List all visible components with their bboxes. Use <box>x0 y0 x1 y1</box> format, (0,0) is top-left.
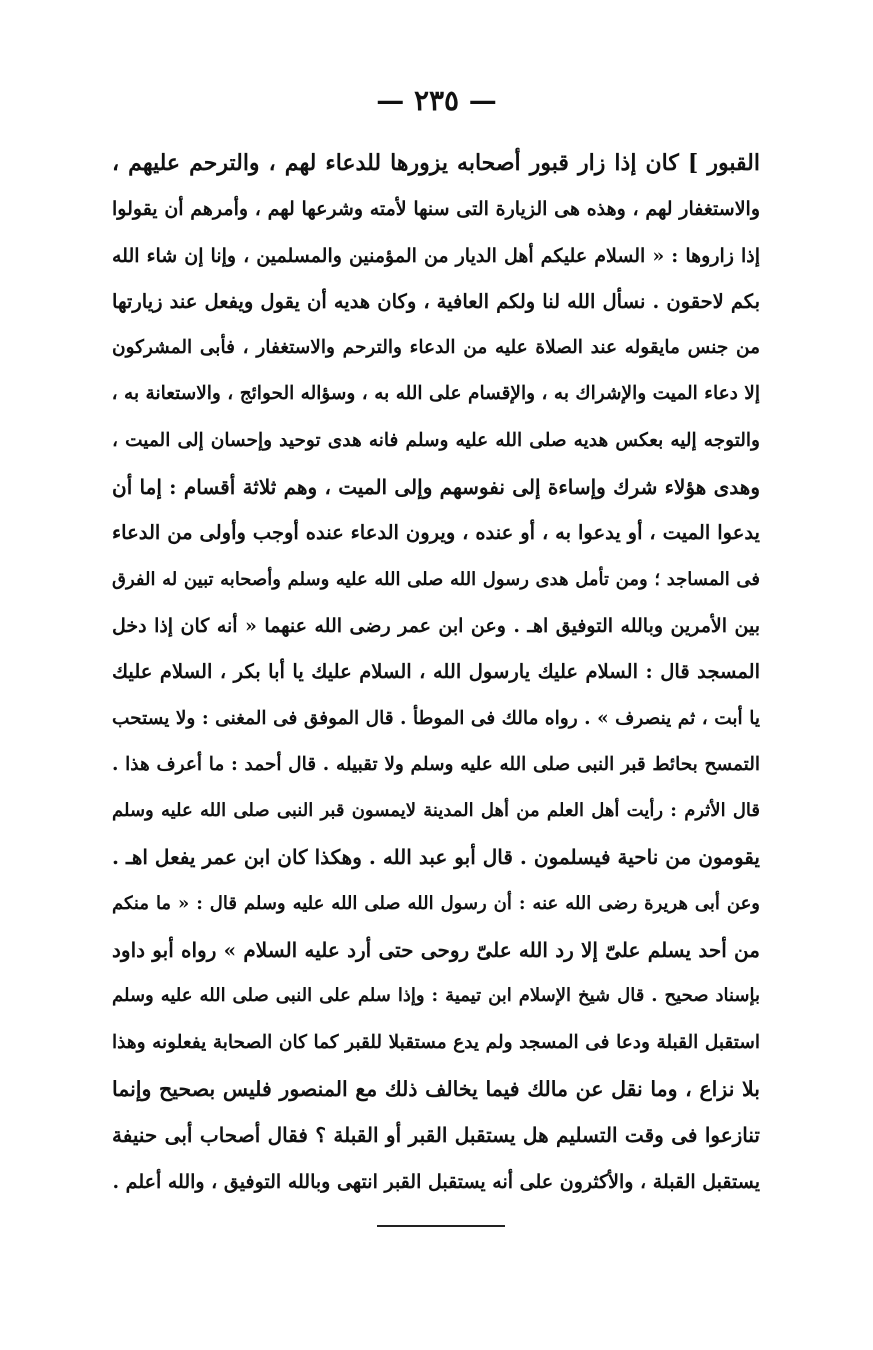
text-line: بين الأمرين وبالله التوفيق اهـ . وعن ابن عمر رضى الله عنهما « أنه كان إذا دخل <box>112 614 760 637</box>
text-line: من جنس مايقوله عند الصلاة عليه من الدعاء والترحم والاستغفار ، فأبى المشركون <box>112 337 760 359</box>
footer-divider <box>377 1225 505 1227</box>
text-line: المسجد قال : السلام عليك يارسول الله ، السلام عليك يا أبا بكر ، السلام عليك <box>112 660 760 684</box>
text-line: وعن أبى هريرة رضى الله عنه : أن رسول الله صلى الله عليه وسلم قال : « ما منكم <box>112 892 760 914</box>
text-line: يا أبت ، ثم ينصرف » . رواه مالك فى الموطأ . قال الموفق فى المغنى : ولا يستحب <box>112 707 760 729</box>
page-number: — ٢٣٥ — <box>376 84 497 117</box>
text-line: بكم لاحقون . نسأل الله لنا ولكم العافية ، وكان هديه أن يقول ويفعل عند زيارتها <box>112 289 760 313</box>
text-line: والتوجه إليه بعكس هديه صلى الله عليه وسلم فانه هدى توحيد وإحسان إلى الميت ، <box>112 429 760 451</box>
text-line: قال الأثرم : رأيت أهل العلم من أهل المدينة لايمسون قبر النبى صلى الله عليه وسلم <box>112 800 760 822</box>
text-line: يستقبل القبلة ، والأكثرون على أنه يستقبل القبر انتهى وبالله التوفيق ، والله أعلم . <box>112 1170 760 1193</box>
text-line: يدعوا الميت ، أو يدعوا به ، أو عنده ، ويرون الدعاء عنده أوجب وأولى من الدعاء <box>112 521 760 545</box>
text-line: يقومون من ناحية فيسلمون . قال أبو عبد الله . وهكذا كان ابن عمر يفعل اهـ . <box>112 845 760 870</box>
text-line: فى المساجد ؛ ومن تأمل هدى رسول الله صلى الله عليه وسلم وأصحابه تبين له الفرق <box>112 568 760 590</box>
arabic-text-body <box>112 140 760 1205</box>
text-line: والاستغفار لهم ، وهذه هى الزيارة التى سنها لأمته وشرعها لهم ، وأمرهم أن يقولوا <box>112 198 760 221</box>
text-line: وهدى هؤلاء شرك وإساءة إلى نفوسهم وإلى الميت ، وهم ثلاثة أقسام : إما أن <box>112 475 760 500</box>
text-line: تنازعوا فى وقت التسليم هل يستقبل القبر أو القبلة ؟ فقال أصحاب أبى حنيفة <box>112 1123 760 1148</box>
text-line: بإسناد صحيح . قال شيخ الإسلام ابن تيمية : وإذا سلم على النبى صلى الله عليه وسلم <box>112 985 760 1007</box>
text-line: من أحد يسلم علىّ إلا رد الله علىّ روحى حتى أرد عليه السلام » رواه أبو داود <box>112 938 760 963</box>
text-line: إذا زاروها : « السلام عليكم أهل الديار من المؤمنين والمسلمين ، وإنا إن شاء الله <box>112 244 760 267</box>
text-line: إلا دعاء الميت والإشراك به ، والإقسام على الله به ، وسؤاله الحوائج ، والاستعانة به ، <box>112 383 760 405</box>
text-line: التمسح بحائط قبر النبى صلى الله عليه وسلم ولا تقبيله . قال أحمد : ما أعرف هذا . <box>112 753 760 775</box>
text-line: القبور ] كان إذا زار قبور أصحابه يزورها للدعاء لهم ، والترحم عليهم ، <box>112 150 760 176</box>
text-line: بلا نزاع ، وما نقل عن مالك فيما يخالف ذلك مع المنصور فليس بصحيح وإنما <box>112 1076 760 1101</box>
text-line: استقبل القبلة ودعا فى المسجد ولم يدع مستقبلا للقبر كما كان الصحابة يفعلونه وهذا <box>112 1031 760 1053</box>
